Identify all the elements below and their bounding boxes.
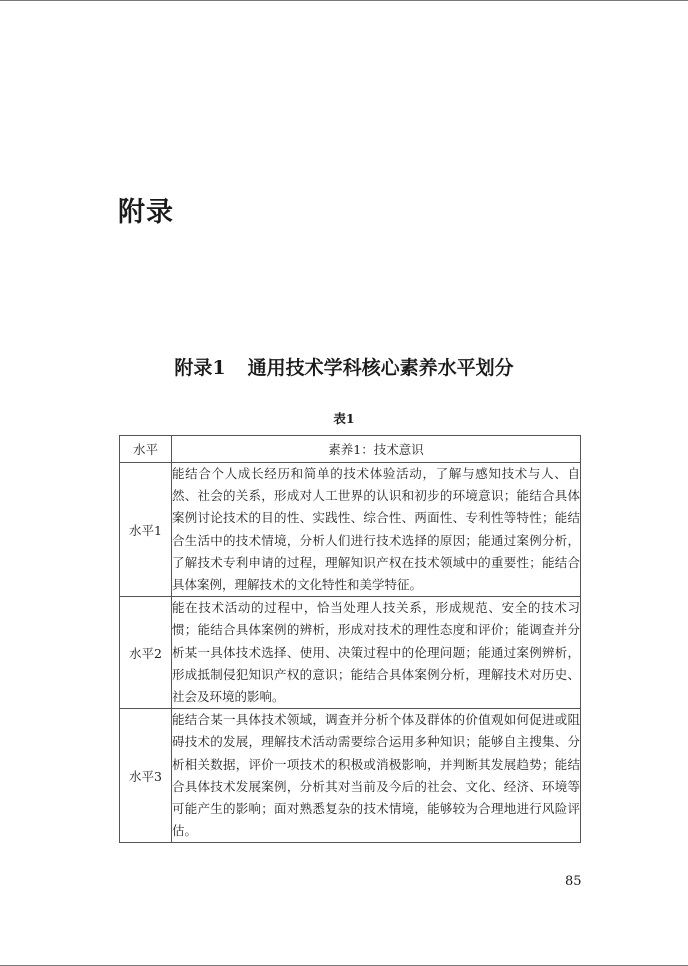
page-number: 85 [565,874,582,889]
appendix-heading [0,353,688,380]
table-row [120,709,581,843]
appendix-number: 附录1 [174,357,226,379]
section-title: 附录 [118,197,174,228]
level-cell: 水平1 [120,463,172,597]
description-cell: 能在技术活动的过程中，恰当处理人技关系，形成规范、安全的技术习惯；能结合具体案例的辨析，形成对技术的理性态度和评价；能调查并分析某一具体技术选择、使用、决策过程中的伦理问题；能通过案例辨析，形成抵制侵犯知识产权的意识；能结合具体案例分析，理解技术对历史、社会及环境的影响。 [172,597,581,709]
table-row [120,463,581,597]
header-level: 水平 [120,436,172,463]
appendix-title: 通用技术学科核心素养水平划分 [247,357,514,379]
table-row [120,597,581,709]
level-cell: 水平2 [120,597,172,709]
level-cell: 水平3 [120,709,172,843]
table-header-row [120,436,581,463]
description-cell: 能结合个人成长经历和简单的技术体验活动，了解与感知技术与人、自然、社会的关系，形成对人工世界的认识和初步的环境意识；能结合具体案例讨论技术的目的性、实践性、综合性、两面性、专利性等特性；能结合生活中的技术情境，分析人们进行技术选择的原因；能通过案例分析，了解技术专利申请的过程，理解知识产权在技术领域中的重要性；能结合具体案例，理解技术的文化特性和美学特征。 [172,463,581,597]
competency-level-table [119,435,581,843]
table-caption: 表1 [333,411,355,426]
header-competency: 素养1：技术意识 [172,436,581,463]
description-cell: 能结合某一具体技术领域，调查并分析个体及群体的价值观如何促进或阻碍技术的发展，理解技术活动需要综合运用多种知识；能够自主搜集、分析相关数据，评价一项技术的积极或消极影响，并判断其发展趋势；能结合具体技术发展案例，分析其对当前及今后的社会、文化、经济、环境等可能产生的影响；面对熟悉复杂的技术情境，能够较为合理地进行风险评估。 [172,709,581,843]
top-border-rule [0,0,688,1]
